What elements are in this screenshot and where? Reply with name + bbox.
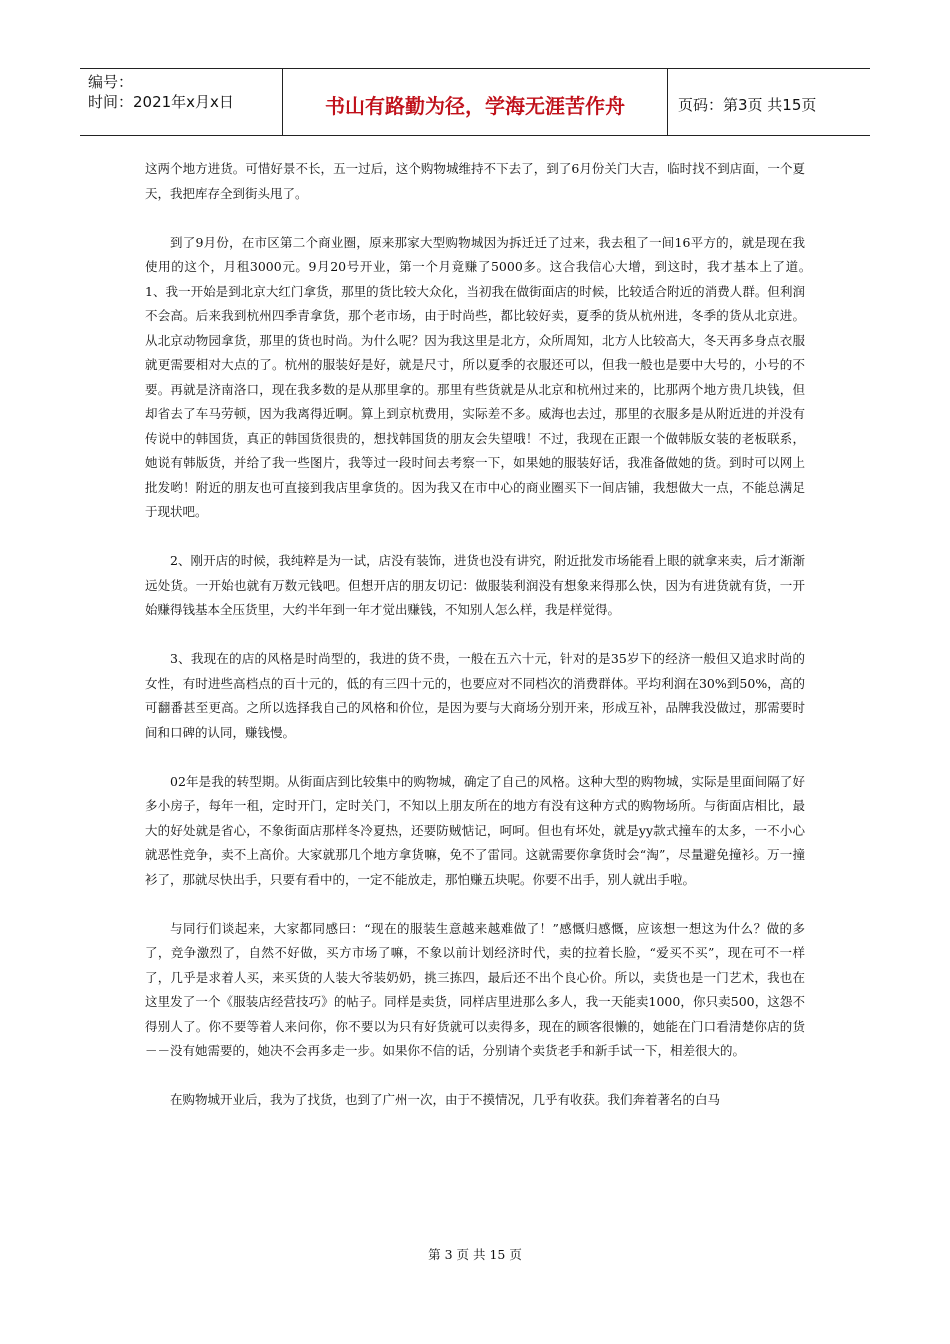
header-table <box>80 68 870 136</box>
header-meta-cell <box>80 69 283 135</box>
document-body <box>145 157 831 1137</box>
paragraph: 2、刚开店的时候，我纯粹是为一试，店没有装饰，进货也没有讲究，附近批发市场能看上眼的就拿来卖，后才渐渐远处货。一开始也就有万数元钱吧。但想开店的朋友切记：做服装利润没有想象来得那么快，因为有进货就有货，一开始赚得钱基本全压货里，大约半年到一年才觉出赚钱，不知别人怎么样，我是样觉得。 <box>145 553 805 617</box>
page-footer: 第 3 页 共 15 页 <box>428 1247 522 1262</box>
paragraph: 到了9月份，在市区第二个商业圈，原来那家大型购物城因为拆迁迁了过来，我去租了一间16平方的，就是现在我使用的这个，月租3000元。9月20号开业，第一个月竟赚了5000多。这合我信心大增，到这时，我才基本上了道。 1、我一开始是到北京大红门拿货，那里的货比较大众化，当初我在做街面店的时候，比较适合附近的消费人群。但利润不会高。后来我到杭州四季青拿货，那个老市场，由于时尚些，都比较好卖，夏季的货从杭州进，冬季的货从北京进。从北京动物园拿货，那里的货也时尚。为什么呢？因为我这里是北方，众所周知，北方人比较高大，冬天再多身点衣服就更需要相对大点的了。杭州的服装好是好，就是尺寸，所以夏季的衣服还可以，但我一般也是要中大号的，小号的不要。再就是济南洛口，现在我多数的是从那里拿的。那里有些货就是从北京和杭州过来的，比那两个地方贵几块钱，但却省去了车马劳顿，因为我离得近啊。算上到京杭费用，实际差不多。威海也去过，那里的衣服多是从附近进的并没有传说中的韩国货，真正的韩国货很贵的，想找韩国货的朋友会失望哦！不过，我现在正跟一个做韩版女装的老板联系，她说有韩版货，并给了我一些图片，我等过一段时间去考察一下，如果她的服装好话，我准备做她的货。到时可以网上批发哟！附近的朋友也可直接到我店里拿货的。因为我又在市中心的商业圈买下一间店铺，我想做大一点，不能总满足于现状吧。 <box>145 234 831 519</box>
header-page-label: 页码：第3页 共15页 <box>678 95 817 114</box>
header-motto: 书山有路勤为径，学海无涯苦作舟 <box>283 69 668 135</box>
time-label: 时间：2021年x月x日 <box>88 93 234 111</box>
paragraph: 3、我现在的店的风格是时尚型的，我进的货不贵，一般在五六十元，针对的是35岁下的经济一般但又追求时尚的女性，有时进些高档点的百十元的，低的有三四十元的，也要应对不同档次的消费群体。平均利润在30%到50%，高的可翻番甚至更高。之所以选择我自己的风格和价位，是因为要与大商场分别开来，形成互补，品牌我没做过，那需要时间和口碑的认同，赚钱慢。 <box>145 651 805 740</box>
paragraph: 与同行们谈起来，大家都同感曰：“现在的服装生意越来越难做了！”感慨归感慨，应该想一想这为什么？做的多了，竞争激烈了，自然不好做，买方市场了嘛，不象以前计划经济时代，卖的拉着长脸，“爱买不买”，现在可不一样了，几乎是求着人买，来买货的人装大爷装奶奶，挑三拣四，最后还不出个良心价。所以，卖货也是一门艺术，我也在这里发了一个《服装店经营技巧》的帖子。同样是卖货，同样店里进那么多人，我一天能卖1000，你只卖500，这怨不得别人了。你不要等着人来问你，你不要以为只有好货就可以卖得多，现在的顾客很懒的，她能在门口看清楚你店的货－－没有她需要的，她决不会再多走一步。如果你不信的话，分别请个卖货老手和新手试一下，相差很大的。 <box>145 920 805 1058</box>
paragraph: 02年是我的转型期。从街面店到比较集中的购物城，确定了自己的风格。这种大型的购物城，实际是里面间隔了好多小房子，每年一租，定时开门，定时关门，不知以上朋友所在的地方有没有这种方式的购物场所。与街面店相比，最大的好处就是省心，不象街面店那样冬冷夏热，还要防贼惦记，呵呵。但也有坏处，就是yy款式撞车的太多，一不小心就恶性竞争，卖不上高价。大家就那几个地方拿货嘛，免不了雷同。这就需要你拿货时会“淘”，尽量避免撞衫。万一撞衫了，那就尽快出手，只要有看中的，一定不能放走，那怕赚五块呢。你要不出手，别人就出手啦。 <box>145 773 805 887</box>
paragraph: 在购物城开业后，我为了找货，也到了广州一次，由于不摸情况，几乎有收获。我们奔着著名的白马 <box>170 1092 721 1107</box>
number-label: 编号： <box>88 73 134 91</box>
paragraph: 这两个地方进货。可惜好景不长，五一过后，这个购物城维持不下去了，到了6月份关门大吉，临时找不到店面，一个夏天，我把库存全到街头甩了。 <box>145 161 805 201</box>
